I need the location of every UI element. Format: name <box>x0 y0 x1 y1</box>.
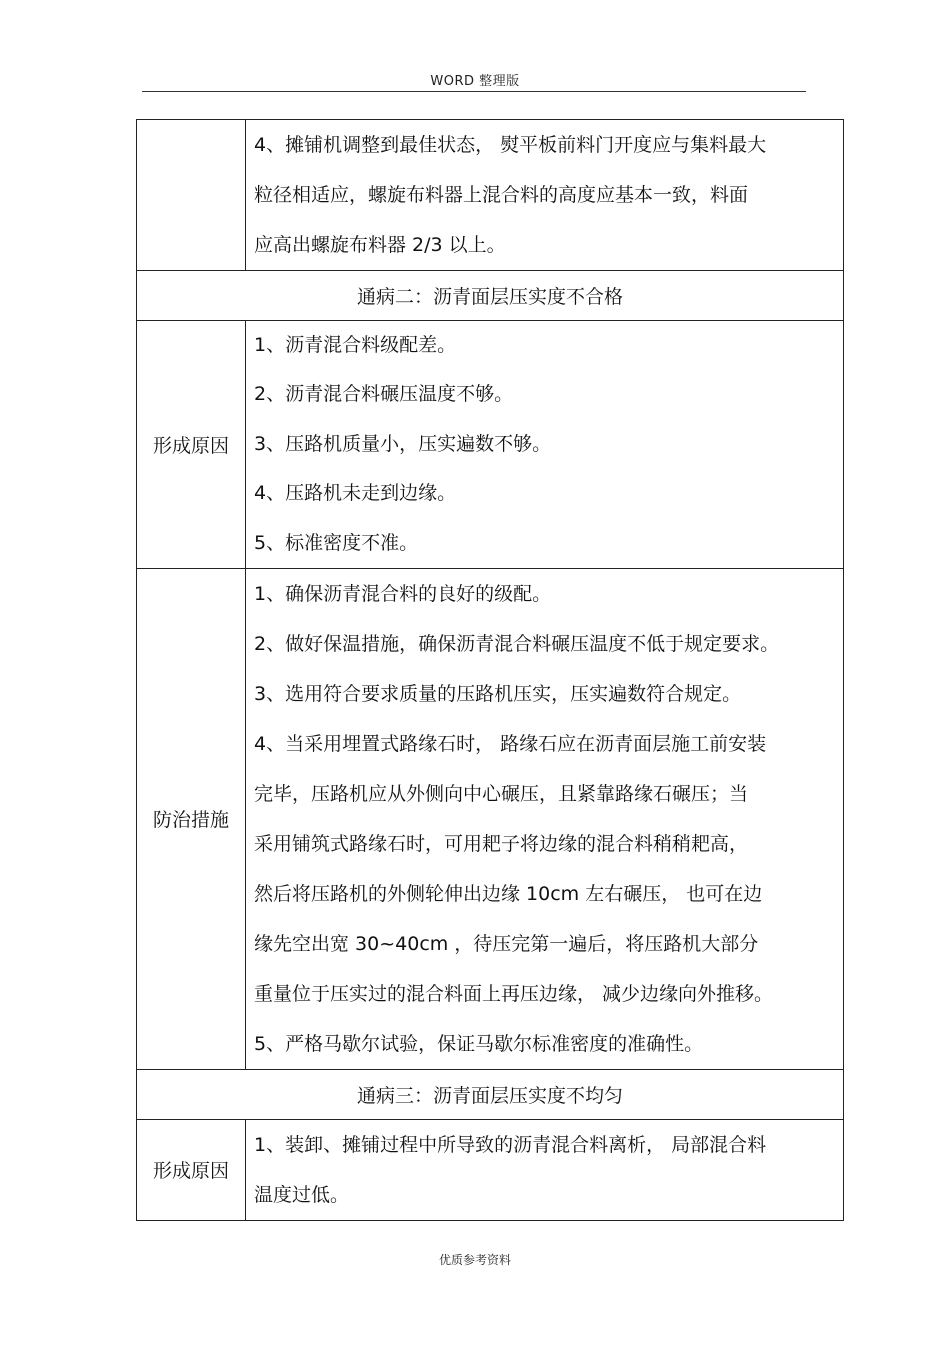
page-footer: 优质参考资料 <box>438 1253 511 1267</box>
row-label: 形成原因 <box>137 1119 246 1220</box>
content-line: 3、选用符合要求质量的压路机压实，压实遍数符合规定。 <box>254 682 742 705</box>
row-label: 形成原因 <box>137 321 246 569</box>
row-content <box>246 568 844 1069</box>
content-line: 应高出螺旋布料器 2/3 以上。 <box>254 234 506 256</box>
content-line: 4、当采用埋置式路缘石时， 路缘石应在沥青面层施工前安装 <box>254 732 767 755</box>
content-line: 完毕，压路机应从外侧向中心碾压，且紧靠路缘石碾压；当 <box>254 782 749 805</box>
content-table <box>136 119 844 1221</box>
content-line: 然后将压路机的外侧轮伸出边缘 10cm 左右碾压， 也可在边 <box>254 882 763 905</box>
content-line: 温度过低。 <box>254 1183 350 1206</box>
table-row <box>137 120 844 271</box>
content-line: 5、严格马歇尔试验，保证马歇尔标准密度的准确性。 <box>254 1032 704 1055</box>
content-line: 1、确保沥青混合料的良好的级配。 <box>254 582 552 605</box>
table-row <box>137 568 844 1069</box>
table-row <box>137 321 844 569</box>
row-content <box>246 1119 844 1220</box>
content-line: 采用铺筑式路缘石时，可用耙子将边缘的混合料稍稍耙高， <box>254 832 749 855</box>
header-rule <box>142 91 806 92</box>
row-content <box>246 120 844 271</box>
table-row <box>137 1119 844 1220</box>
content-line: 4、摊铺机调整到最佳状态， 熨平板前料门开度应与集料最大 <box>254 134 767 156</box>
content-line: 重量位于压实过的混合料面上再压边缘， 减少边缘向外推移。 <box>254 982 774 1005</box>
section-title: 通病二：沥青面层压实度不合格 <box>137 271 844 321</box>
content-line: 1、沥青混合料级配差。 <box>254 334 457 356</box>
content-line: 2、沥青混合料碾压温度不够。 <box>254 383 514 406</box>
row-label <box>137 120 246 271</box>
section-row <box>137 1069 844 1119</box>
content-line: 5、标准密度不准。 <box>254 531 419 554</box>
content-line: 2、做好保温措施，确保沥青混合料碾压温度不低于规定要求。 <box>254 632 780 655</box>
row-label: 防治措施 <box>137 568 246 1069</box>
content-line: 4、压路机未走到边缘。 <box>254 482 457 505</box>
content-line: 3、压路机质量小，压实遍数不够。 <box>254 432 552 455</box>
row-content <box>246 321 844 569</box>
content-line: 缘先空出宽 30~40cm ，待压完第一遍后，将压路机大部分 <box>254 932 759 955</box>
section-title: 通病三：沥青面层压实度不均匀 <box>137 1069 844 1119</box>
section-row <box>137 271 844 321</box>
page-header: WORD 整理版 <box>430 74 520 89</box>
content-line: 1、装卸、摊铺过程中所导致的沥青混合料离析， 局部混合料 <box>254 1133 767 1156</box>
content-line: 粒径相适应，螺旋布料器上混合料的高度应基本一致，料面 <box>254 184 749 206</box>
